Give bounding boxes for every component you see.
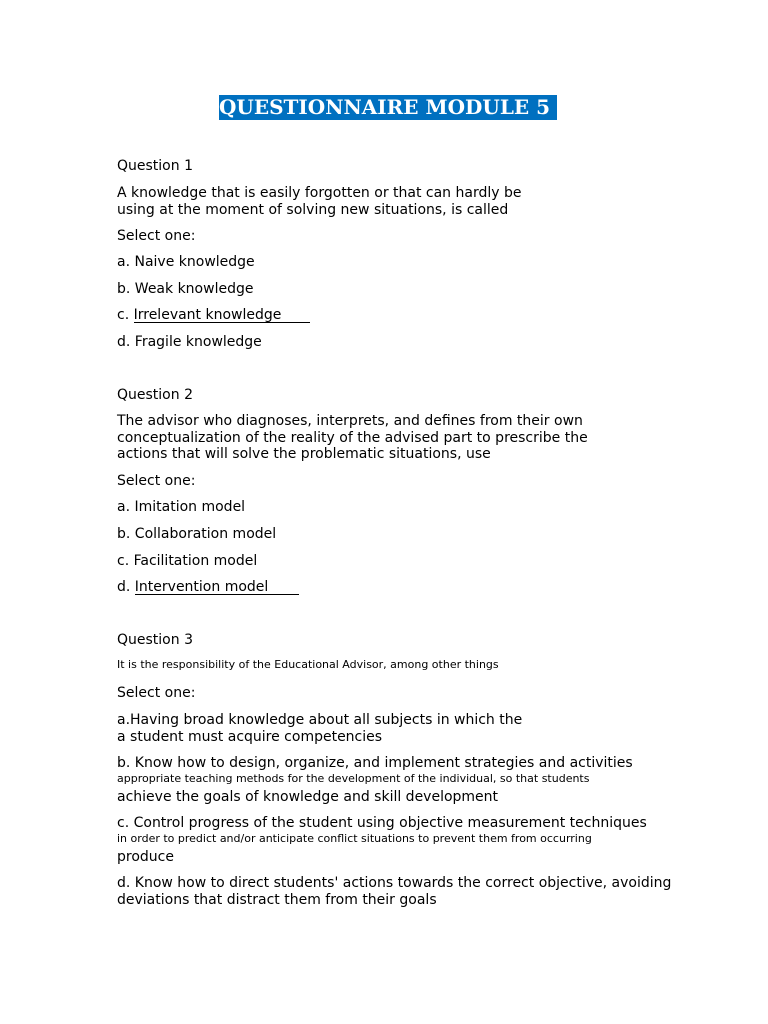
question-2-option-a[interactable] <box>117 499 245 515</box>
question-2-heading: Question 2 <box>117 387 193 403</box>
option-prefix: a. <box>117 254 131 270</box>
question-1-option-d[interactable] <box>117 334 262 350</box>
question-2-prompt-line-2: conceptualization of the reality of the advised part to prescribe the <box>117 430 588 446</box>
question-2-option-b[interactable] <box>117 526 276 542</box>
selected-answer: Irrelevant knowledge <box>134 308 310 323</box>
question-1-option-b[interactable] <box>117 281 253 297</box>
question-1-prompt-line-2: using at the moment of solving new situations, is called <box>117 202 509 218</box>
question-1-select-label: Select one: <box>117 228 196 244</box>
option-prefix: a. <box>117 499 131 515</box>
option-text: Imitation model <box>134 499 246 515</box>
question-3-option-d-line-2[interactable]: deviations that distract them from their goals <box>117 892 437 908</box>
question-3-option-b-line-3[interactable]: achieve the goals of knowledge and skill development <box>117 789 499 805</box>
question-3-option-c-line-3[interactable]: produce <box>117 849 174 865</box>
question-2-prompt-line-1: The advisor who diagnoses, interprets, and defines from their own <box>117 413 583 429</box>
option-prefix: c. <box>117 553 130 569</box>
question-3-option-c-line-2[interactable]: in order to predict and/or anticipate conflict situations to prevent them from occurring <box>117 832 592 845</box>
question-3-prompt: It is the responsibility of the Educational Advisor, among other things <box>117 658 499 671</box>
option-prefix: c. <box>117 307 130 323</box>
question-2-option-d[interactable] <box>117 579 299 595</box>
question-3-option-a-line-2[interactable]: a student must acquire competencies <box>117 729 383 745</box>
question-3-heading: Question 3 <box>117 632 193 648</box>
question-2-option-c[interactable] <box>117 553 257 569</box>
option-text: Facilitation model <box>133 553 258 569</box>
option-text: Fragile knowledge <box>134 334 262 350</box>
question-2-select-label: Select one: <box>117 473 196 489</box>
question-3-option-b-line-2[interactable]: appropriate teaching methods for the development of the individual, so that students <box>117 772 590 785</box>
option-prefix: d. <box>117 579 131 595</box>
question-2-prompt-line-3: actions that will solve the problematic situations, use <box>117 446 491 462</box>
question-3-option-d-line-1[interactable]: d. Know how to direct students' actions towards the correct objective, avoiding <box>117 875 672 891</box>
question-1-option-c[interactable] <box>117 307 310 323</box>
option-text: Naive knowledge <box>134 254 255 270</box>
option-text: Collaboration model <box>134 526 277 542</box>
question-3-option-c-line-1[interactable]: c. Control progress of the student using objective measurement techniques <box>117 815 647 831</box>
option-prefix: b. <box>117 526 131 542</box>
option-text: Weak knowledge <box>134 281 254 297</box>
question-3-option-b-line-1[interactable]: b. Know how to design, organize, and implement strategies and activities <box>117 755 633 771</box>
question-1-option-a[interactable] <box>117 254 255 270</box>
question-1-heading: Question 1 <box>117 158 193 174</box>
page-title: QUESTIONNAIRE MODULE 5 <box>219 95 557 120</box>
option-prefix: b. <box>117 281 131 297</box>
selected-answer: Intervention model <box>135 580 299 595</box>
question-3-option-a-line-1[interactable]: a.Having broad knowledge about all subjects in which the <box>117 712 523 728</box>
question-3-select-label: Select one: <box>117 685 196 701</box>
option-prefix: d. <box>117 334 131 350</box>
question-1-prompt-line-1: A knowledge that is easily forgotten or that can hardly be <box>117 185 522 201</box>
